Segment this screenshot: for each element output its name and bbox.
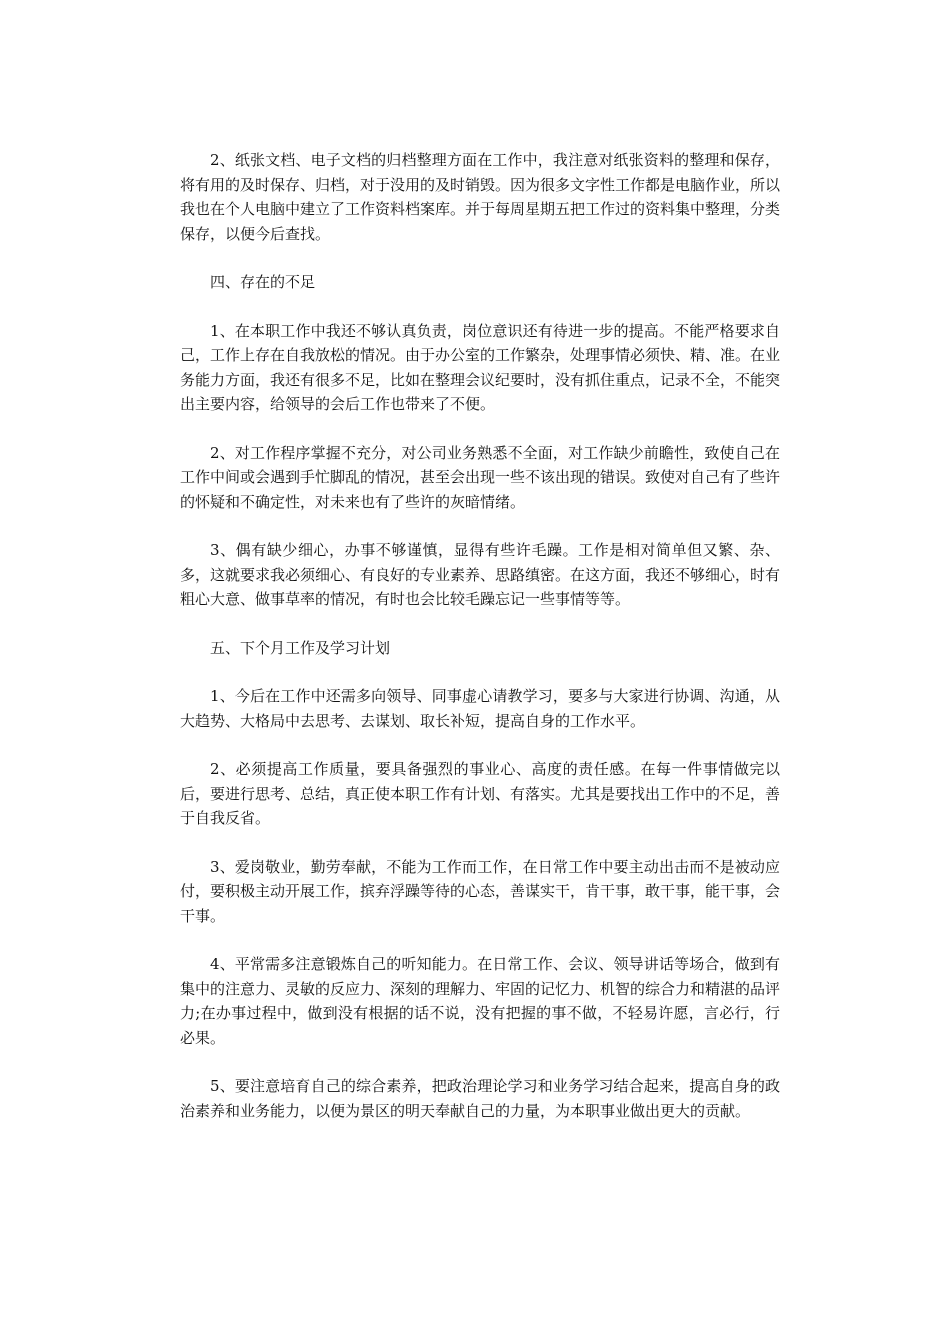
paragraph-plan-3: 3、爱岗敬业，勤劳奉献，不能为工作而工作，在日常工作中要主动出击而不是被动应付，要积极主动开展工作，摈弃浮躁等待的心态，善谋实干，肯干事，敢干事，能干事，会干事。 <box>180 857 781 925</box>
paragraph-shortcoming-3: 3、偶有缺少细心，办事不够谨慎，显得有些许毛躁。工作是相对简单但又繁、杂、多，这就要求我必须细心、有良好的专业素养、思路缜密。在这方面，我还不够细心，时有粗心大意、做事草率的情况，有时也会比较毛躁忘记一些事情等等。 <box>180 541 781 608</box>
section-heading-next-month-plan: 五、下个月工作及学习计划 <box>210 638 391 657</box>
paragraph-plan-4: 4、平常需多注意锻炼自己的听知能力。在日常工作、会议、领导讲话等场合，做到有集中的注意力、灵敏的反应力、深刻的理解力、牢固的记忆力、机智的综合力和精湛的品评力;在办事过程中，做到没有根据的话不说，没有把握的事不做，不轻易许愿，言必行，行必果。 <box>180 955 781 1047</box>
paragraph-plan-1: 1、今后在工作中还需多向领导、同事虚心请教学习，要多与大家进行协调、沟通，从大趋势、大格局中去思考、去谋划、取长补短，提高自身的工作水平。 <box>180 687 780 730</box>
paragraph-archiving: 2、纸张文档、电子文档的归档整理方面在工作中，我注意对纸张资料的整理和保存，将有用的及时保存、归档，对于没用的及时销毁。因为很多文字性工作都是电脑作业，所以我也在个人电脑中建立了工作资料档案库。并于每周星期五把工作过的资料集中整理，分类保存，以便今后查找。 <box>180 151 781 243</box>
paragraph-shortcoming-2: 2、对工作程序掌握不充分，对公司业务熟悉不全面，对工作缺少前瞻性，致使自己在工作中间或会遇到手忙脚乱的情况，甚至会出现一些不该出现的错误。致使对自己有了些许的怀疑和不确定性，对未来也有了些许的灰暗情绪。 <box>180 443 781 511</box>
paragraph-plan-2: 2、必须提高工作质量，要具备强烈的事业心、高度的责任感。在每一件事情做完以后，要进行思考、总结，真正使本职工作有计划、有落实。尤其是要找出工作中的不足，善于自我反省。 <box>180 760 781 827</box>
paragraph-plan-5: 5、要注意培育自己的综合素养，把政治理论学习和业务学习结合起来，提高自身的政治素养和业务能力，以便为景区的明天奉献自己的力量，为本职事业做出更大的贡献。 <box>180 1077 780 1120</box>
section-heading-shortcomings: 四、存在的不足 <box>210 273 316 291</box>
paragraph-shortcoming-1: 1、在本职工作中我还不够认真负责，岗位意识还有待进一步的提高。不能严格要求自己，工作上存在自我放松的情况。由于办公室的工作繁杂，处理事情必须快、精、准。在业务能力方面，我还有很多不足，比如在整理会议纪要时，没有抓住重点，记录不全，不能突出主要内容，给领导的会后工作也带来了不便。 <box>180 321 781 413</box>
document-body <box>180 148 780 1147</box>
